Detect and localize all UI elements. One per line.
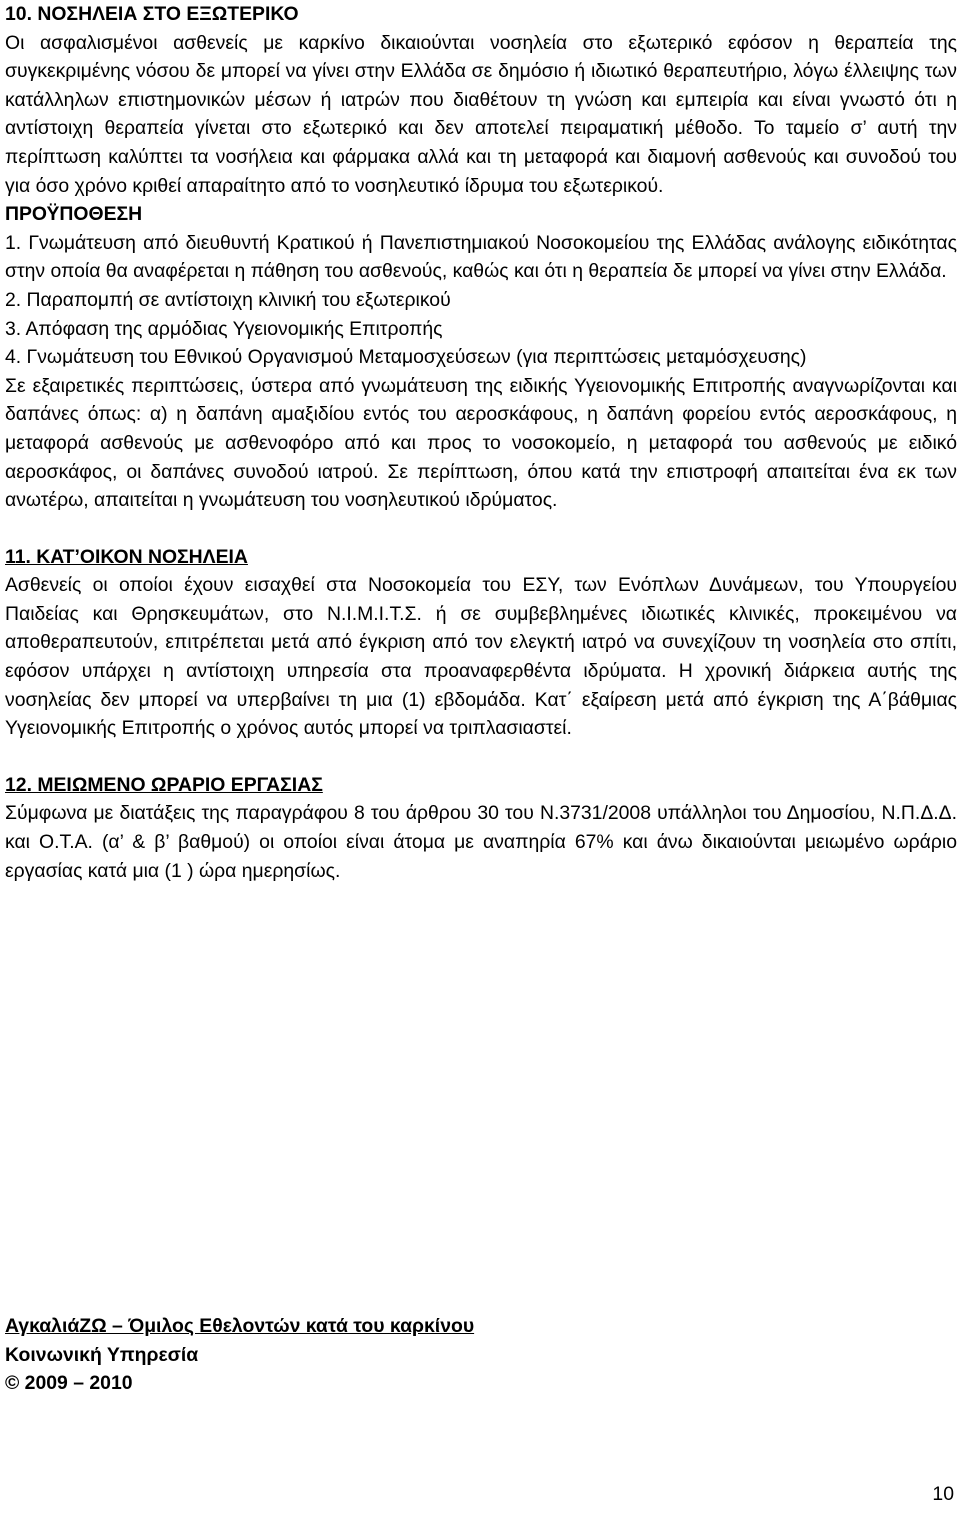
section-10-body: Οι ασφαλισμένοι ασθενείς με καρκίνο δικαιούνται νοσηλεία στο εξωτερικό εφόσον η θεραπεία της συγκεκριμένης νόσου δε μπορεί να γίνει στην Ελλάδα σε δημόσιο ή ιδιωτικό θεραπευτήριο, λόγω έλλειψης των κατάλληλων επιστημονικών μέσων ή ιατρών που διαθέτουν τη γνώση και εμπειρία και είναι γνωστό ότι η αντίστοιχη θεραπεία γίνεται στο εξωτερικό και δεν αποτελεί πειραματική μέθοδο. Το ταμείο σ’ αυτή την περίπτωση καλύπτει τα νοσήλεια και φάρμακα αλλά και τη μεταφορά και διαμονή ασθενούς και συνοδού του για όσο χρόνο κριθεί απαραίτητο από το νοσηλευτικό ίδρυμα του εξωτερικού. xyxy=(5,31,957,197)
section-10 xyxy=(5,0,957,515)
condition-heading: ΠΡΟΫΠΟΘΕΣΗ xyxy=(5,203,143,226)
section-12-title: 12. ΜΕΙΩΜΕΝΟ ΩΡΑΡΙΟ ΕΡΓΑΣΙΑΣ xyxy=(5,773,323,796)
section-12-body: Σύμφωνα με διατάξεις της παραγράφου 8 του άρθρου 30 του Ν.3731/2008 υπάλληλοι του Δημοσίου, Ν.Π.Δ.Δ. και Ο.Τ.Α. (α’ & β’ βαθμού) οι οποίοι είναι άτομα με αναπηρία 67% και άνω δικαιούνται μειωμένο ωράριο εργασίας κατά μια (1 ) ώρα ημερησίως. xyxy=(5,802,957,882)
condition-item-4: 4. Γνωμάτευση του Εθνικού Οργανισμού Μεταμοσχεύσεων (για περιπτώσεις μεταμόσχευσης) xyxy=(5,346,807,369)
section-11-body: Ασθενείς οι οποίοι έχουν εισαχθεί στα Νοσοκομεία του ΕΣΥ, των Ενόπλων Δυνάμεων, του Υπουργείου Παιδείας και Θρησκευμάτων, στο Ν.Ι.Μ.Ι.Τ.Σ. ή σε συμβεβλημένες ιδιωτικές κλινικές, προκειμένου να αποθεραπευτούν, επιτρέπεται μετά από έγκριση από τον ελεγκτή ιατρό να συνεχίζουν τη νοσηλεία στο σπίτι, εφόσον υπάρχει η αντίστοιχη υπηρεσία στα προαναφερθέντα ιδρύματα. Η χρονική διάρκεια αυτής της νοσηλείας δεν μπορεί να υπερβαίνει τη μια (1) εβδομάδα. Κατ΄ εξαίρεση μετά από έγκριση της Α΄βάθμιας Υγειονομικής Επιτροπής ο χρόνος αυτός μπορεί να τριπλασιαστεί. xyxy=(5,574,957,740)
section-11-title: 11. ΚΑΤ’ΟΙΚΟΝ ΝΟΣΗΛΕΙΑ xyxy=(5,545,248,568)
condition-item-1: 1. Γνωμάτευση από διευθυντή Κρατικού ή Πανεπιστημιακού Νοσοκομείου της Ελλάδας ανάλογης ειδικότητας στην οποία θα αναφέρεται η πάθηση του ασθενούς, καθώς και ότι η θεραπεία δε μπορεί να γίνει στην Ελλάδα. xyxy=(5,231,957,283)
section-10-title: 10. ΝΟΣΗΛΕΙΑ ΣΤΟ ΕΞΩΤΕΡΙΚΟ xyxy=(5,3,299,25)
department-name: Κοινωνική Υπηρεσία xyxy=(5,1343,199,1366)
section-11 xyxy=(5,543,957,743)
organization-name: ΑγκαλιάΖΩ – Όμιλος Εθελοντών κατά του καρκίνου xyxy=(5,1315,475,1337)
document-footer xyxy=(5,1312,957,1398)
page-number: 10 xyxy=(932,1483,954,1505)
section-spacer xyxy=(5,743,957,771)
exceptional-expenses: Σε εξαιρετικές περιπτώσεις, ύστερα από γνωμάτευση της ειδικής Υγειονομικής Επιτροπής αναγνωρίζονται και δαπάνες όπως: α) η δαπάνη αμαξιδίου εντός του αεροσκάφους, η δαπάνη φορείου εντός αεροσκάφους, η μεταφορά ασθενούς με ασθενοφόρο από και προς το νοσοκομείο, η μεταφορά του ασθενούς με ειδικό αεροσκάφος, οι δαπάνες συνοδού ιατρού. Σε περίπτωση, όπου κατά την επιστροφή απαιτείται ένα εκ των ανωτέρω, απαιτείται η γνωμάτευση του νοσηλευτικού ιδρύματος. xyxy=(5,374,957,512)
section-12 xyxy=(5,771,957,885)
document-page xyxy=(5,0,957,885)
condition-item-3: 3. Απόφαση της αρμόδιας Υγειονομικής Επιτροπής xyxy=(5,317,443,340)
section-spacer xyxy=(5,515,957,543)
condition-item-2: 2. Παραπομπή σε αντίστοιχη κλινική του εξωτερικού xyxy=(5,288,451,311)
copyright: © 2009 – 2010 xyxy=(5,1372,133,1395)
